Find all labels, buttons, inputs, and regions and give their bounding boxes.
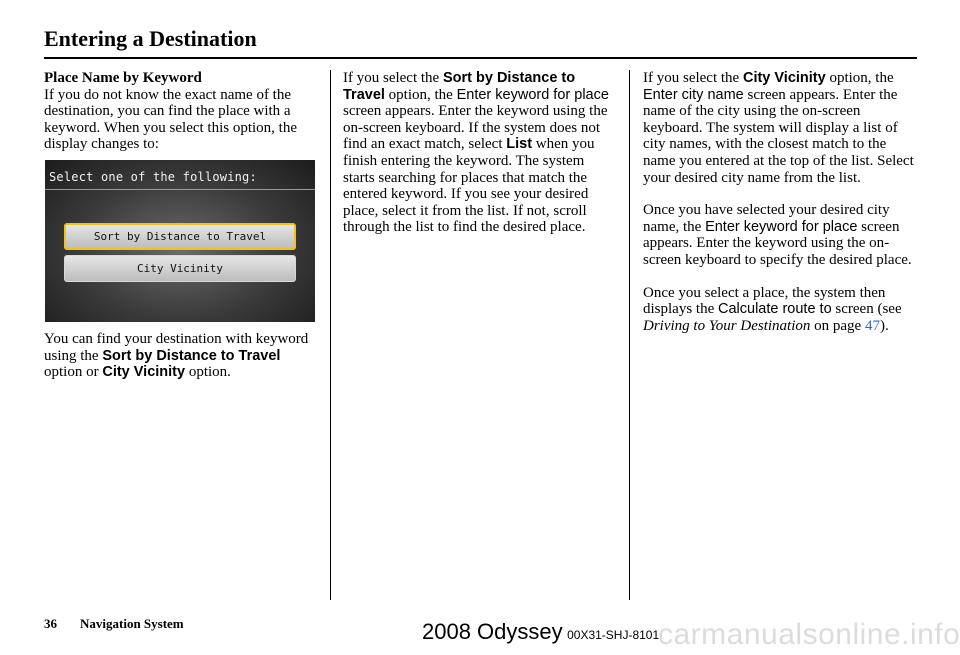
column-1-lower (44, 331, 316, 381)
nav-screen-image (45, 160, 315, 322)
sort-by-distance-paragraph: If you select the Sort by Distance to Travel option, the Enter keyword for place screen appears. Enter the keyword using the on-screen keyboard. If the system does not find an exact match, select List when you finish entering the keyword. The system starts searching for places that match the entered keyword. If you see your desired place, select it from the list. If not, scroll through the list to find the desired place. (343, 70, 609, 236)
column-divider-2 (629, 70, 630, 600)
column-2 (343, 70, 617, 236)
sort-by-distance-button[interactable]: Sort by Distance to Travel (64, 223, 296, 250)
model-watermark: 2008 Odyssey 00X31-SHJ-8101 (422, 619, 660, 644)
calculate-route-paragraph: Once you select a place, the system then displays the Calculate route to screen (see Driving to Your Destination on page 47). (643, 284, 902, 334)
footer-section: Navigation System (80, 616, 184, 631)
city-vicinity-paragraph: If you select the City Vicinity option, the Enter city name screen appears. Enter the name of the city using the on-screen keyboard. The system will display a list of city names, with the closest match to the name you entered at the top of the list. Select your desired city name from the list. (643, 70, 914, 186)
screen-title: Select one of the following: (49, 170, 257, 184)
keyword-paragraph: Once you have selected your desired city name, the Enter keyword for place screen appears. Enter the keyword using the on-screen keyboard to specify the desired place. (643, 202, 912, 268)
intro-paragraph: If you do not know the exact name of the destination, you can find the place with a keyword. When you select this option, the display changes to: (44, 86, 298, 153)
title-rule (44, 57, 917, 59)
page-number: 36 (44, 616, 57, 631)
options-paragraph: You can find your destination with keyword using the Sort by Distance to Travel option or City Vicinity option. (44, 331, 309, 381)
column-3 (643, 70, 919, 334)
page-link[interactable]: 47 (864, 317, 880, 334)
screen-divider (45, 189, 315, 190)
page-title: Entering a Destination (44, 26, 257, 51)
column-divider-1 (330, 70, 331, 600)
city-vicinity-button[interactable]: City Vicinity (64, 255, 296, 282)
column-1 (44, 70, 316, 153)
site-watermark: carmanualsonline.info (658, 618, 960, 651)
section-heading: Place Name by Keyword (44, 70, 202, 86)
